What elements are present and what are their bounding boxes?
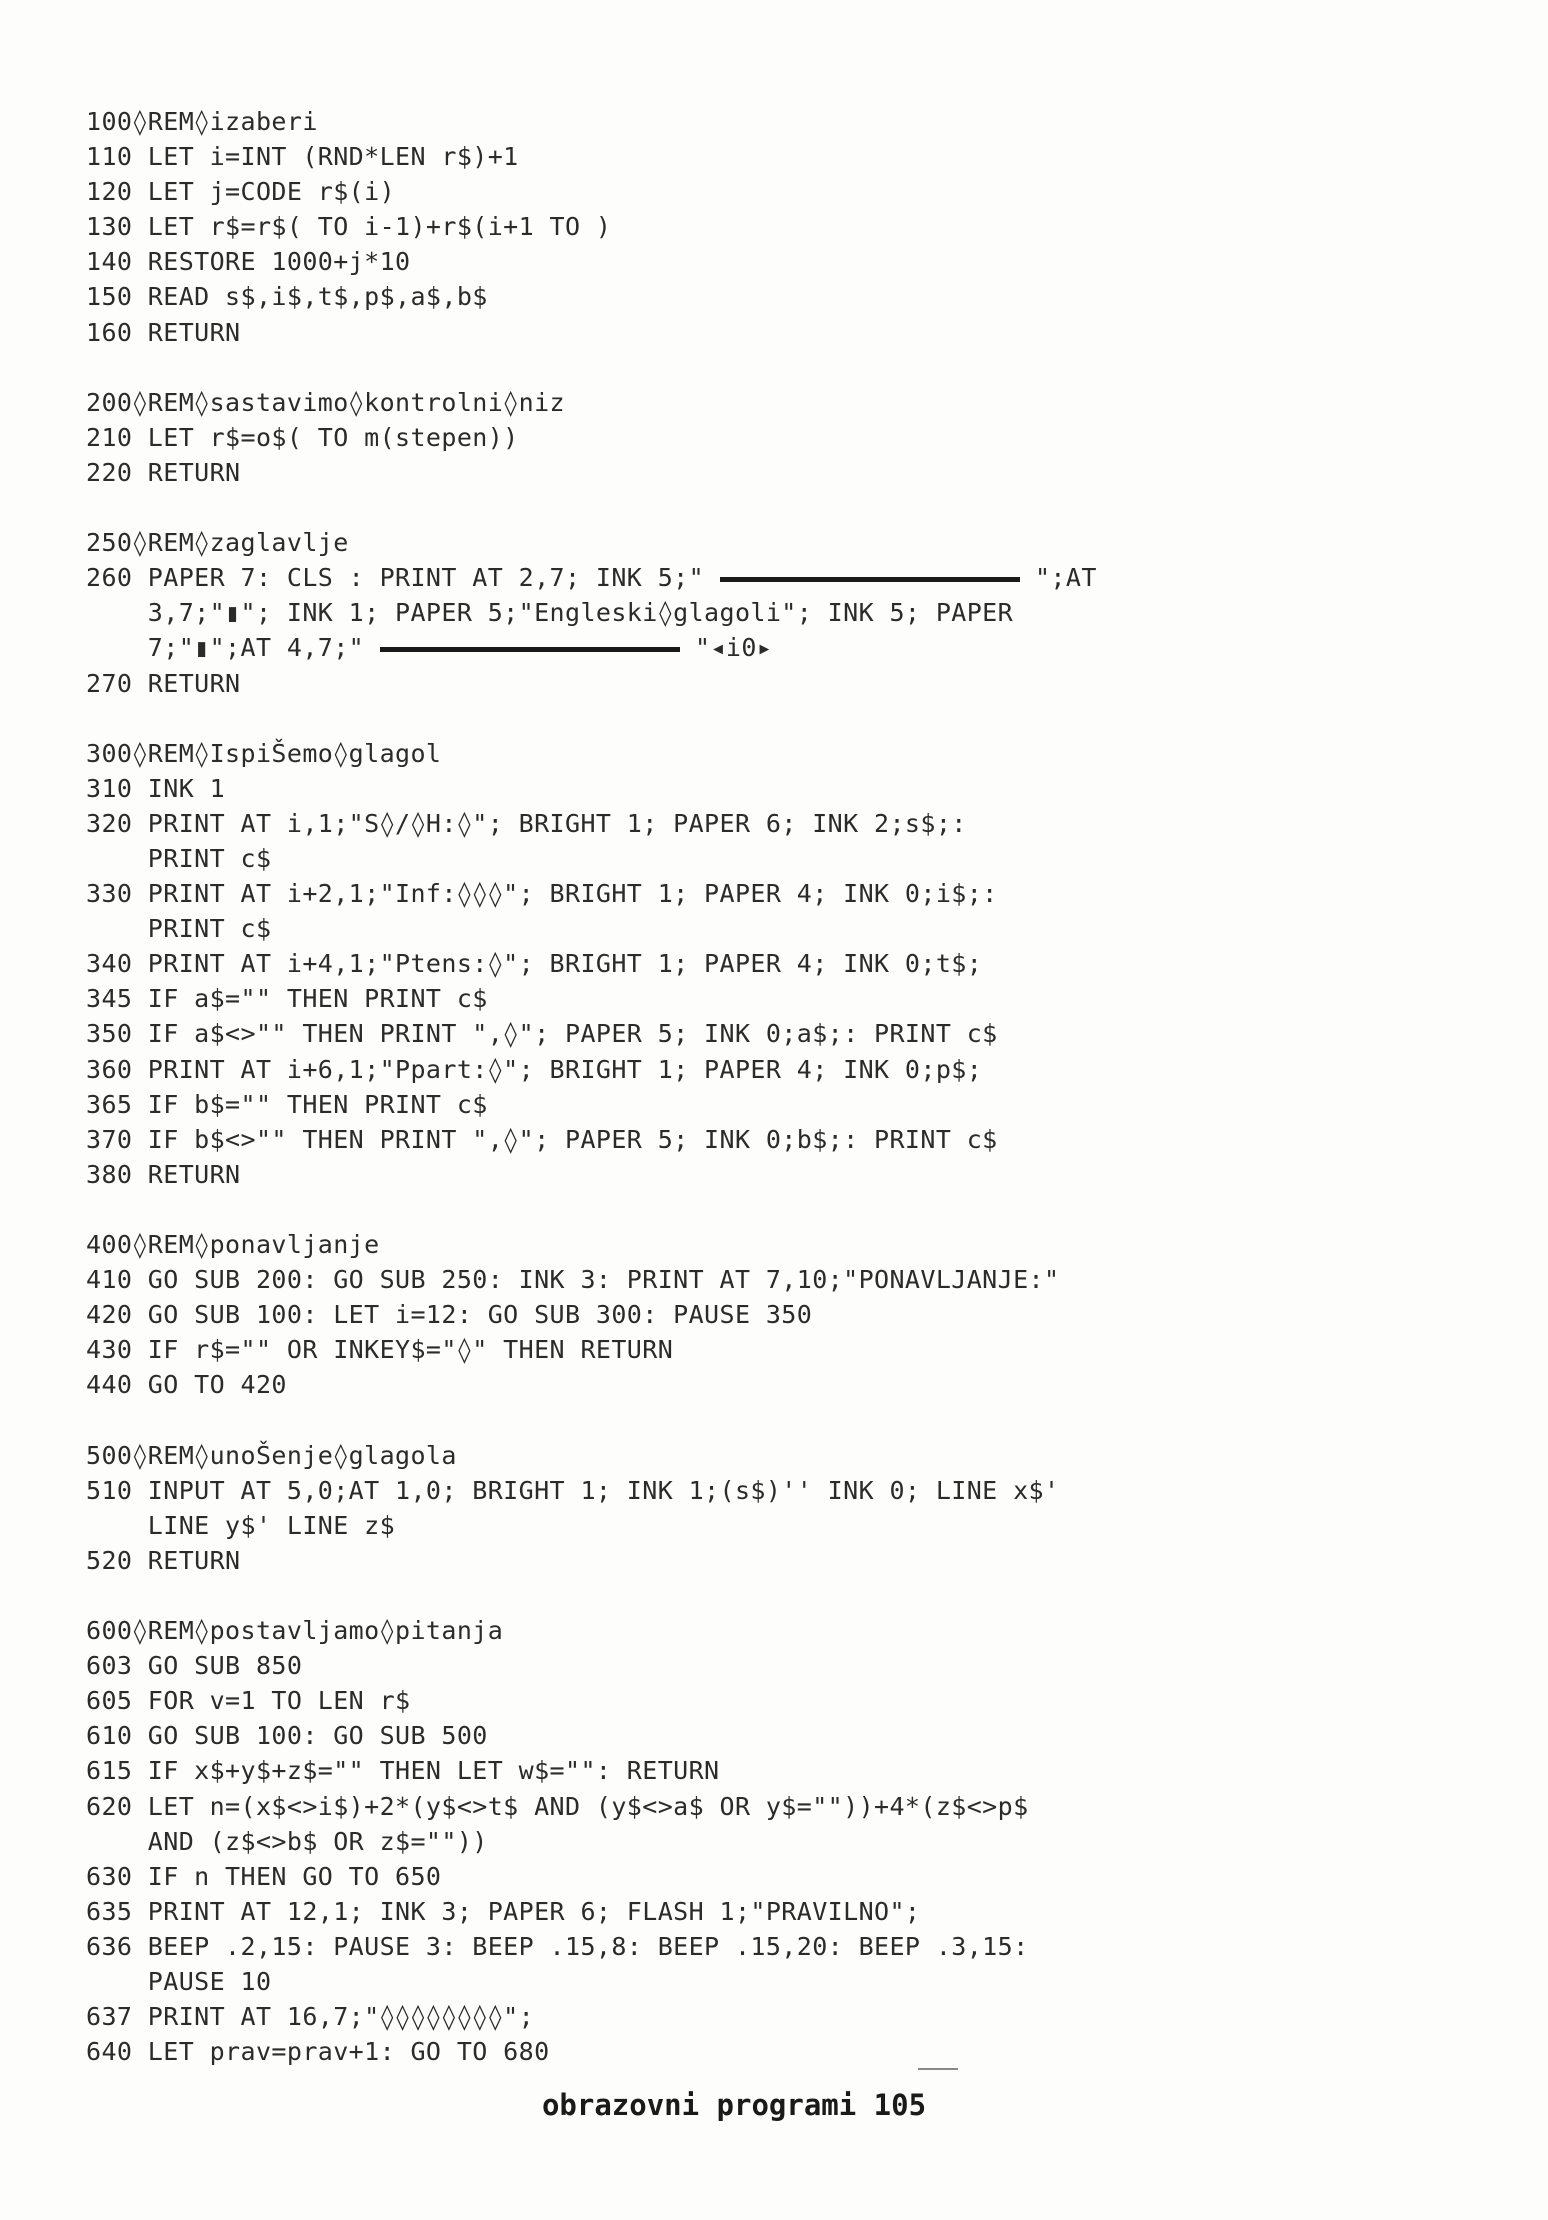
code-line: 360 PRINT AT i+6,1;"Ppart:◊"; BRIGHT 1; PAPER 4; INK 0;p$; — [86, 1054, 983, 1084]
code-line: 615 IF x$+y$+z$="" THEN LET w$="": RETURN — [86, 1756, 720, 1786]
code-line: 510 INPUT AT 5,0;AT 1,0; BRIGHT 1; INK 1;(s$)'' INK 0; LINE x$' — [86, 1475, 1060, 1505]
code-line: 500◊REM◊unoŠenje◊glagola — [86, 1440, 457, 1470]
code-line: PRINT c$ — [86, 843, 272, 873]
code-line: 140 RESTORE 1000+j*10 — [86, 247, 411, 277]
code-line: 603 GO SUB 850 — [86, 1651, 303, 1681]
blank-line — [86, 1402, 1486, 1437]
code-line: 220 RETURN — [86, 457, 241, 487]
code-line: 150 READ s$,i$,t$,p$,a$,b$ — [86, 282, 488, 312]
code-line-with-bar — [86, 630, 1486, 665]
blank-line — [86, 1578, 1486, 1613]
blank-line — [86, 490, 1486, 525]
code-line: 440 GO TO 420 — [86, 1370, 287, 1400]
code-line: 370 IF b$<>"" THEN PRINT ",◊"; PAPER 5; INK 0;b$;: PRINT c$ — [86, 1124, 998, 1154]
code-line: 400◊REM◊ponavljanje — [86, 1230, 380, 1259]
code-line: 210 LET r$=o$( TO m(stepen)) — [86, 422, 519, 452]
code-line: 120 LET j=CODE r$(i) — [86, 177, 396, 207]
page-footer — [0, 2088, 1548, 2122]
code-line: 345 IF a$="" THEN PRINT c$ — [86, 984, 488, 1014]
code-line: 200◊REM◊sastavimo◊kontrolni◊niz — [86, 387, 565, 417]
code-line: 350 IF a$<>"" THEN PRINT ",◊"; PAPER 5; INK 0;a$;: PRINT c$ — [86, 1019, 998, 1049]
code-line: 610 GO SUB 100: GO SUB 500 — [86, 1721, 488, 1751]
code-line: 600◊REM◊postavljamo◊pitanja — [86, 1616, 504, 1646]
code-line: 630 IF n THEN GO TO 650 — [86, 1861, 442, 1891]
block-graphic-bar — [380, 647, 680, 652]
code-line: 130 LET r$=r$( TO i-1)+r$(i+1 TO ) — [86, 212, 612, 242]
code-text: 7;"▮";AT 4,7;" — [86, 633, 380, 663]
code-line: 365 IF b$="" THEN PRINT c$ — [86, 1089, 488, 1119]
code-line: PRINT c$ — [86, 914, 272, 944]
code-line: LINE y$' LINE z$ — [86, 1510, 396, 1540]
code-line: 330 PRINT AT i+2,1;"Inf:◊◊◊"; BRIGHT 1; PAPER 4; INK 0;i$;: — [86, 879, 998, 909]
code-line: 270 RETURN — [86, 668, 241, 698]
code-text: ";AT — [1019, 563, 1097, 593]
code-line: PAUSE 10 — [86, 1966, 272, 1996]
code-line: 620 LET n=(x$<>i$)+2*(y$<>t$ AND (y$<>a$ OR y$=""))+4*(z$<>p$ — [86, 1791, 1029, 1821]
code-line-with-bar — [86, 560, 1486, 595]
code-text: "◂i0▸ — [679, 633, 773, 663]
code-line: 300◊REM◊IspiŠemo◊glagol — [86, 738, 442, 768]
code-line: AND (z$<>b$ OR z$="")) — [86, 1826, 488, 1856]
code-line: 636 BEEP .2,15: PAUSE 3: BEEP .15,8: BEEP .15,20: BEEP .3,15: — [86, 1931, 1029, 1961]
footer-text: obrazovni programi 105 — [541, 2088, 927, 2122]
code-line: 635 PRINT AT 12,1; INK 3; PAPER 6; FLASH 1;"PRAVILNO"; — [86, 1896, 921, 1926]
code-line: 340 PRINT AT i+4,1;"Ptens:◊"; BRIGHT 1; PAPER 4; INK 0;t$; — [86, 949, 983, 979]
code-line: 380 RETURN — [86, 1159, 241, 1189]
blank-line — [86, 701, 1486, 736]
code-line: 420 GO SUB 100: LET i=12: GO SUB 300: PAUSE 350 — [86, 1300, 813, 1330]
program-listing — [86, 104, 1486, 2069]
code-line: 520 RETURN — [86, 1545, 241, 1575]
blank-line — [86, 1192, 1486, 1227]
code-line: 110 LET i=INT (RND*LEN r$)+1 — [86, 142, 519, 172]
code-line: 410 GO SUB 200: GO SUB 250: INK 3: PRINT AT 7,10;"PONAVLJANJE:" — [86, 1265, 1060, 1295]
code-line: 160 RETURN — [86, 317, 241, 347]
code-line: 3,7;"▮"; INK 1; PAPER 5;"Engleski◊glagoli"; INK 5; PAPER — [86, 598, 1014, 628]
code-line: 637 PRINT AT 16,7;"◊◊◊◊◊◊◊◊"; — [86, 2002, 535, 2032]
code-line: 640 LET prav=prav+1: GO TO 680 — [86, 2037, 550, 2067]
block-graphic-bar — [720, 577, 1020, 582]
code-line: 100◊REM◊izaberi — [86, 107, 318, 136]
code-line: 250◊REM◊zaglavlje — [86, 528, 349, 558]
code-line: 310 INK 1 — [86, 773, 226, 803]
blank-line — [86, 350, 1486, 385]
page-number-mark — [918, 2068, 958, 2070]
code-line: 430 IF r$="" OR INKEY$="◊" THEN RETURN — [86, 1335, 674, 1365]
code-text: 260 PAPER 7: CLS : PRINT AT 2,7; INK 5;" — [86, 563, 720, 593]
code-line: 605 FOR v=1 TO LEN r$ — [86, 1686, 411, 1716]
code-line: 320 PRINT AT i,1;"S◊/◊H:◊"; BRIGHT 1; PAPER 6; INK 2;s$;: — [86, 808, 967, 838]
